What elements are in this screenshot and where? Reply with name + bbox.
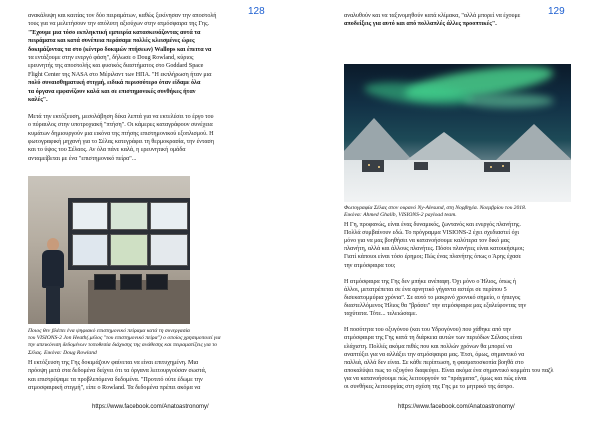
text-line: τα όργανα εμφανίζουν καλά και σε επιστημονικές συνθήκες ήταν xyxy=(28,88,196,95)
text-line: αποδείξεις για αυτό και από πολλαπλές άλλες προοπτικές". xyxy=(344,21,497,28)
text-line: ταχύτατα. Τότε... τελειώσαμε. xyxy=(344,311,418,318)
text-line: αναπτύξει για να αλλάξει την ατμόσφαιρα μας. Έτσι, όμως, σημαντικό να xyxy=(344,351,525,358)
caption-line: του VISIONS-2 Jon Heath(.μέλος "του επιστημονικό πείρα") ο οποίος χρησιμοποιεί για xyxy=(28,335,221,342)
text-line: οι συνθήκες λειτουργίας στη σχέση της Γης με το μητρικό της άστρο. xyxy=(344,384,514,390)
text-line: για να κατανοήσουμε πώς λειτουργούν τα "πράγματα", όμως και πώς είναι xyxy=(344,375,527,382)
caption-line: Σέλας. Εικόνα: Doug Rowland xyxy=(28,349,97,356)
text-line: παλλιά, αλλά δεν είναι. Σε κάθε περίπτωση, η φασματοσκοπία βοηθά στο xyxy=(344,359,524,366)
text-line: πλανήτη, αλλά και άλλους πλανήτες. Πόσοι πλανήτες είναι κατοικήσιμοι; xyxy=(344,246,525,253)
text-line: και το ύψος του Σέλαος. Αν όλα πάνε καλά, η ερευνητική ομάδα xyxy=(28,147,186,154)
caption-line: την απεικόνιση δεδομένων τοποθεσία διάχυσης της ανάθεσης και πειραματίζεις για το xyxy=(28,342,218,349)
text-line: ατμοσφαιρική στιγμή", είπε ο Rowland. Τα δεδομένα πρέπει ακόμα να xyxy=(28,385,201,392)
footer-link[interactable]: https://www.facebook.com/Anatoastronomy/ xyxy=(92,404,209,410)
text-line: Η ποσότητα του οξυγόνου (και του Υδρογόνου) που χάθηκε από την xyxy=(344,327,512,334)
text-line: ερευνητής της αποστολής και φυσικός διαστήματος στο Goddard Space xyxy=(28,63,204,70)
person-figure xyxy=(40,238,66,324)
text-line: κυμάτων δημιουργούν μια εικόνα της πτήσης επιστημονικού εξοπλισμού. Η xyxy=(28,130,214,137)
text-line: ατμόσφαιρα της Γης κατά τη διάρκεια αυτών των περιόδων Σέλαος είναι xyxy=(344,335,523,342)
text-line: πρόοψη μετά στα δεδομένα δείχνει ότι τα όργανα λειτουργούσαν σωστά, xyxy=(28,368,207,375)
page-number: 129 xyxy=(548,6,565,17)
caption-line: Ποιος θεν βλέπει ένα ψηφιακό επιστημονικό πείραμα κατά τη συνεργασία xyxy=(28,328,190,334)
text-line: δοκιμάζοντας τα στο (κέντρο δοκιμών πτήσεων) Wallops και έπειτα να xyxy=(28,46,212,53)
text-line: Η Γη, προφανώς, είναι ένας δυναμικός, ζωντανός και ενεργός πλανήτης. xyxy=(344,222,521,228)
aurora-photo xyxy=(344,64,571,202)
text-line: ανακάλυψη και καιτίας τον δύο πειραμάτων, καθώς ξεκίνησαν την αποστολή xyxy=(28,13,217,19)
footer-link[interactable]: https://www.facebook.com/Anatoastronomy/ xyxy=(398,404,515,410)
text-line: Η εκτόξευση της Γης δοκιμάζουν φαίνεται να είναι επιτυχημένη. Μια xyxy=(28,360,199,366)
text-line: άλλοι, μετατρέπεται σε ένα αρνητικό γήγαντα αστέρι σε περίπου 5 xyxy=(344,286,507,293)
text-line: Γιατί κάποιοι είναι τόσο έρημοι; Πώς ένας πλανήτης όπως ο Άρης έχασε xyxy=(344,254,522,261)
text-line: Πολλά συμβαίνουν εδώ. Το πρόγραμμα VISIONS-2 έχει σχεδιαστεί όχι xyxy=(344,230,519,237)
text-line: πειράματα και κατά συνέπεια περάσαμε πολλές κλεισμένες ώρες xyxy=(28,38,195,45)
text-line: Η ατμόσφαιρα της Γης δεν μπήκε ανέπαφη. Όχι μόνο ο Ήλιος, όπως ή xyxy=(344,278,517,285)
text-line: ανταμείβεται με ένα "επιστημονικό πείρα"... xyxy=(28,155,137,162)
text-line: πολύ συναισθηματική στιγμή, ειδικά περισσότερο όταν είδαμε όλα xyxy=(28,80,201,87)
text-line: Flight Center της NASA στο Μέριλαντ των ΗΠΑ. "Η εκπλήρωση ήταν μια xyxy=(28,71,212,78)
text-line: αποκαλύψει πως το οξυγόνο διαφεύγει. Είναι ακόμα ένα σημαντικό κομμάτι του παζλ xyxy=(344,367,554,374)
text-line: διαστελλόμενος Ήλιος θα "βράσει" την ατμόσφαιρα μας εξαλείφοντας την xyxy=(344,303,527,309)
text-line: φωτογραφική μηχανή για το Σέλας κατεγράφει τη θερμοκρασία, την ένταση xyxy=(28,139,215,145)
screen-wall xyxy=(68,198,190,270)
text-line: μόνο για να μας βοηθήσει να κατανοήσουμε καλύτερα τον δικό μας xyxy=(344,238,510,245)
text-line: "Έχουμε μια τόσο εκπληκτική εμπειρία κατασκευάζοντας αυτά τα xyxy=(28,29,201,36)
text-line: δισεκατομμύρια χρόνια". Σε αυτό το μακρινό χρονικό σημείο, ο ήπιεγος xyxy=(344,294,521,301)
text-line: καλές". xyxy=(28,97,48,103)
caption-line: Φωτογραφία Σέλας στον ουρανό Ny-Alesund, στη Νορβηγία. Νοεμβρίου του 2018. xyxy=(344,205,527,211)
text-line: ελάχιστη. Πολλές ακόμα πιθές που και πολλών χρόνων θα μπορεί να xyxy=(344,343,513,350)
text-line: τα εντάξουμε στην ενεργό φάση", δήλωσε ο Doug Rowland, κύριος xyxy=(28,55,194,61)
text-line: τους για να μελετήσουν την απόλυτη αξιούχων στην ατμόσφαιρα της Γης. xyxy=(28,21,210,28)
text-line: την ατμόσφαιρα του; xyxy=(344,262,396,269)
control-room-photo xyxy=(28,176,190,324)
caption-line: Εικόνα: Ahmed Ghalib, VISIONS-2 payload team. xyxy=(344,212,457,219)
page-number: 128 xyxy=(248,6,265,17)
text-line: Μετά την εκτόξευση, μεσολάβηση δέκα λεπτά για να εκτελέσει το έργο του xyxy=(28,113,214,120)
text-line: ο πύραυλος στην υποτροχιακή "πτήση". Οι κάμερες καταγράφουν συνέχεια xyxy=(28,122,213,129)
text-line: και επιστρέψαμε τα προβλεπόμενα δεδομένα. "Προτιτό ούτε έδωμε την xyxy=(28,376,203,383)
text-line: αναλυθούν και να ταξινομηθούν κατά κλίμακα, "αλλά μπορεί να έχουμε xyxy=(344,13,521,19)
